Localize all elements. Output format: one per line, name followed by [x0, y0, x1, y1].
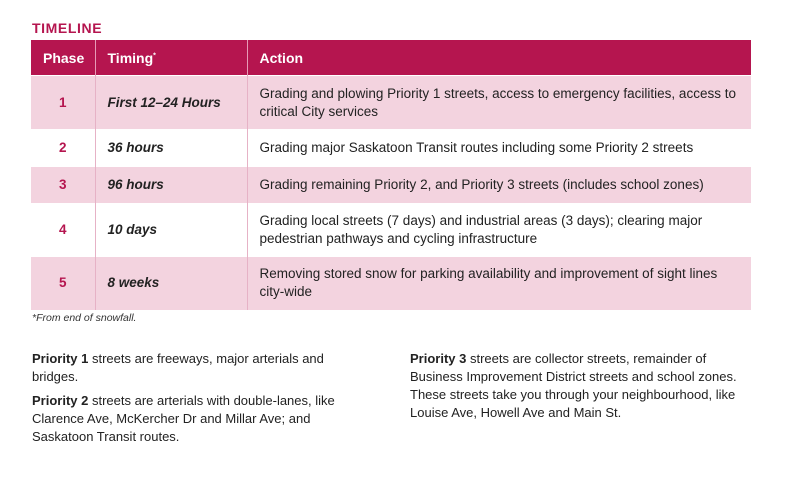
priority-1-description	[32, 350, 372, 386]
action-cell: Grading and plowing Priority 1 streets, access to emergency facilities, access to critical City services	[247, 76, 751, 130]
timing-cell: 36 hours	[95, 130, 247, 167]
table-row	[31, 257, 751, 310]
table-row	[31, 167, 751, 204]
action-cell: Removing stored snow for parking availability and improvement of sight lines city-wide	[247, 257, 751, 310]
timeline-table	[31, 40, 751, 310]
phase-cell: 3	[31, 167, 95, 204]
action-cell: Grading major Saskatoon Transit routes including some Priority 2 streets	[247, 130, 751, 167]
timing-cell: 8 weeks	[95, 257, 247, 310]
footnote-mark: *	[153, 51, 156, 59]
phase-cell: 1	[31, 76, 95, 130]
priority-2-description	[32, 392, 372, 446]
timing-cell: First 12–24 Hours	[95, 76, 247, 130]
phase-cell: 4	[31, 204, 95, 257]
header-phase: Phase	[31, 40, 95, 76]
priority-3-description	[410, 350, 740, 422]
section-heading: TIMELINE	[32, 20, 103, 36]
table-row	[31, 130, 751, 167]
table-row	[31, 76, 751, 130]
phase-cell: 2	[31, 130, 95, 167]
priority-2-text: streets are arterials with double-lanes, like Clarence Ave, McKercher Dr and Millar Ave; and Saskatoon Transit routes.	[32, 393, 335, 444]
header-timing-label: Timing	[107, 49, 154, 66]
table-header-row	[31, 40, 751, 76]
action-cell: Grading local streets (7 days) and industrial areas (3 days); clearing major pedestrian pathways and cycling infrastructure	[247, 204, 751, 257]
table-row	[31, 204, 751, 257]
timing-cell: 96 hours	[95, 167, 247, 204]
footnote: *From end of snowfall.	[32, 312, 137, 324]
timing-cell: 10 days	[95, 204, 247, 257]
priority-3-text: streets are collector streets, remainder of Business Improvement District streets and school zones. These streets take you through your neighbourhood, like Louise Ave, Howell Ave and Main St.	[410, 351, 737, 420]
priority-1-term: Priority 1	[32, 351, 89, 366]
header-action: Action	[247, 40, 751, 76]
priority-1-text: streets are freeways, major arterials and bridges.	[32, 351, 324, 384]
priority-2-term: Priority 2	[32, 393, 89, 408]
action-cell: Grading remaining Priority 2, and Priority 3 streets (includes school zones)	[247, 167, 751, 204]
priority-3-term: Priority 3	[410, 351, 467, 366]
header-timing	[95, 40, 247, 76]
phase-cell: 5	[31, 257, 95, 310]
